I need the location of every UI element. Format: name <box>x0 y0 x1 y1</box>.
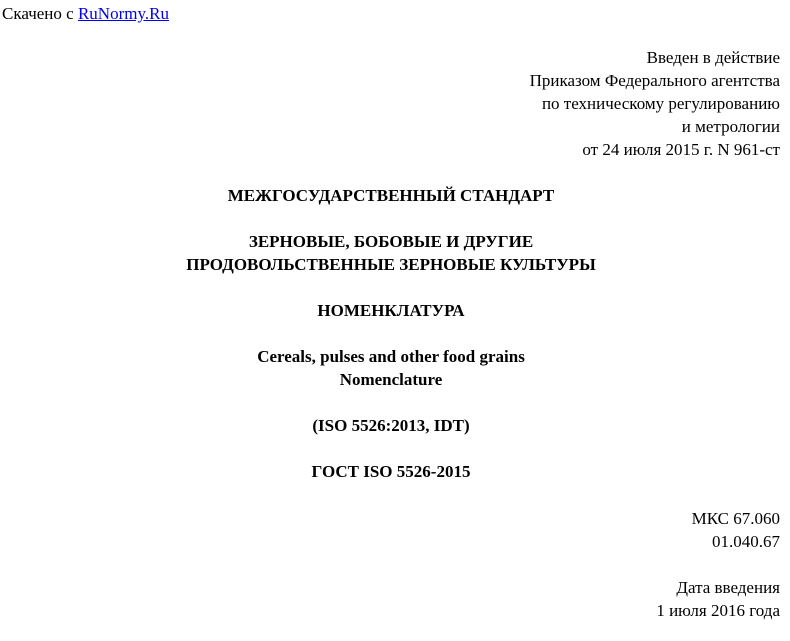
english-line-1: Cereals, pulses and other food grains <box>257 347 525 366</box>
effective-label: Дата введения <box>676 578 780 597</box>
source-prefix: Скачено с <box>2 4 78 23</box>
subject-line-2: ПРОДОВОЛЬСТВЕННЫЕ ЗЕРНОВЫЕ КУЛЬТУРЫ <box>186 255 596 274</box>
effective-date-block <box>656 576 780 622</box>
iso-ref: (ISO 5526:2013, IDT) <box>312 416 470 435</box>
approval-line: от 24 июля 2015 г. N 961-ст <box>582 140 780 159</box>
approval-line: по техническому регулированию <box>541 94 780 113</box>
iso-reference <box>0 414 782 437</box>
approval-block <box>530 46 780 161</box>
subject-heading <box>0 230 782 276</box>
approval-line: и метрологии <box>681 117 780 136</box>
standard-type-heading <box>0 184 782 207</box>
mks-line-1: МКС 67.060 <box>691 509 780 528</box>
effective-date: 1 июля 2016 года <box>656 601 780 620</box>
english-title <box>0 345 782 391</box>
approval-line: Введен в действие <box>646 48 780 67</box>
gost-number-heading <box>0 460 782 483</box>
standard-type: МЕЖГОСУДАРСТВЕННЫЙ СТАНДАРТ <box>227 186 555 205</box>
mks-line-2: 01.040.67 <box>712 532 780 551</box>
source-link[interactable]: RuNormy.Ru <box>77 4 169 23</box>
gost-number: ГОСТ ISO 5526-2015 <box>311 462 471 481</box>
english-line-2: Nomenclature <box>339 370 443 389</box>
approval-line: Приказом Федерального агентства <box>529 71 780 90</box>
classification-block <box>692 507 780 553</box>
source-line <box>2 2 169 25</box>
subtitle: НОМЕНКЛАТУРА <box>317 301 465 320</box>
subject-line-1: ЗЕРНОВЫЕ, БОБОВЫЕ И ДРУГИЕ <box>248 232 534 251</box>
subtitle-heading <box>0 299 782 322</box>
